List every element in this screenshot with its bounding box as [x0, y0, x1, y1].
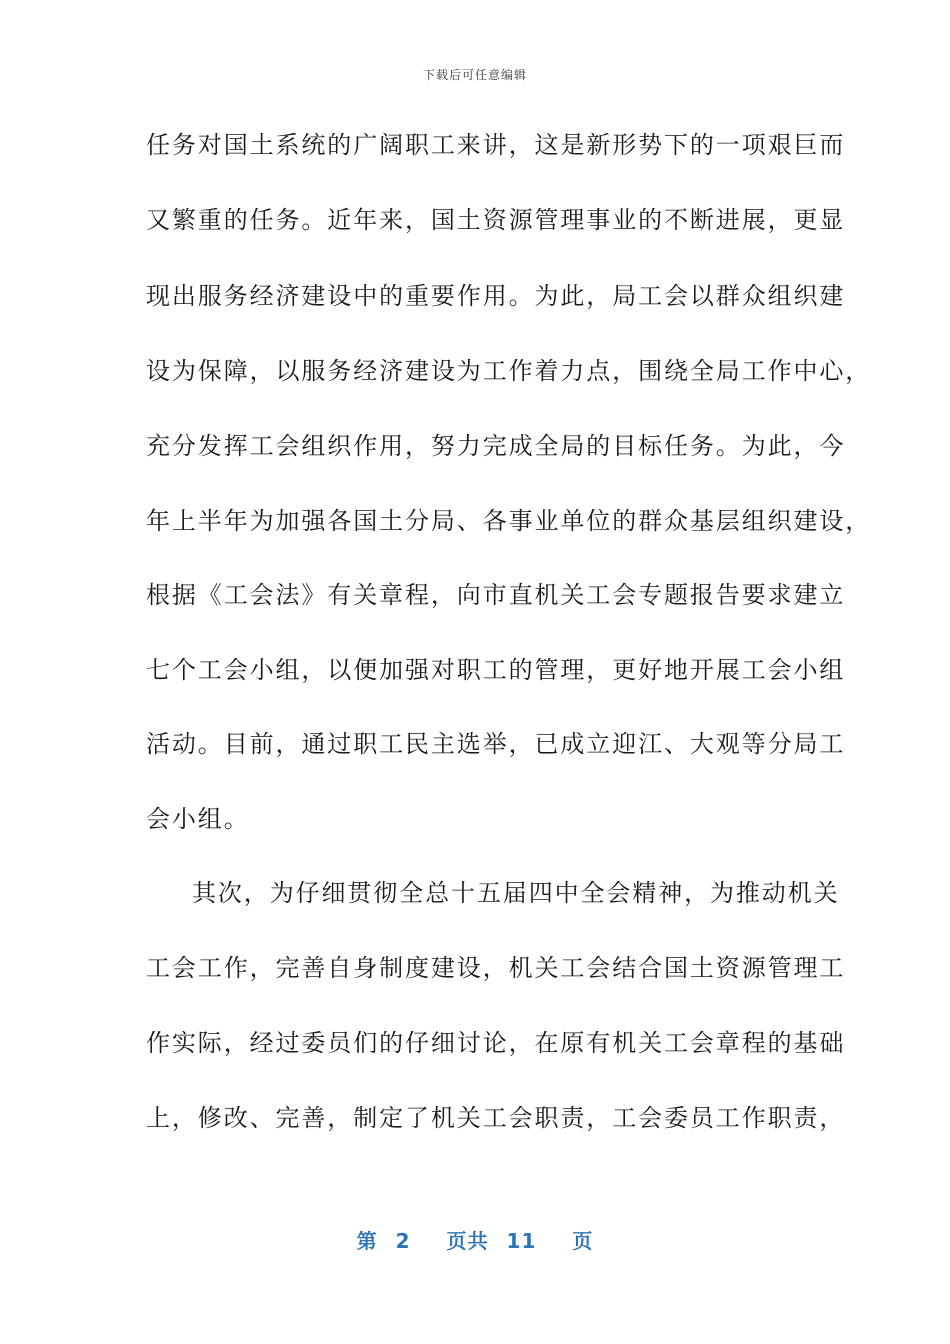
- body-line: 设为保障，以服务经济建设为工作着力点，围绕全局工作中心，: [146, 357, 872, 385]
- body-line: 作实际，经过委员们的仔细讨论，在原有机关工会章程的基础: [146, 1029, 846, 1057]
- body-line-paragraph-start: 其次，为仔细贯彻全总十五届四中全会精神，为推动机关: [192, 879, 840, 907]
- page-header-note: 下载后可任意编辑: [422, 68, 527, 82]
- body-line: 根据《工会法》有关章程，向市直机关工会专题报告要求建立: [146, 581, 846, 609]
- body-line: 充分发挥工会组织作用，努力完成全局的目标任务。为此，今: [146, 432, 846, 460]
- footer-suffix: 页: [572, 1229, 594, 1253]
- body-line: 又繁重的任务。近年来，国土资源管理事业的不断进展，更显: [146, 206, 846, 234]
- footer-middle: 页共: [446, 1229, 489, 1253]
- body-line: 工会工作，完善自身制度建设，机关工会结合国土资源管理工: [146, 954, 846, 982]
- body-line: 年上半年为加强各国土分局、各事业单位的群众基层组织建设，: [146, 507, 872, 535]
- body-line: 任务对国土系统的广阔职工来讲，这是新形势下的一项艰巨而: [146, 131, 846, 159]
- body-line: 七个工会小组，以便加强对职工的管理，更好地开展工会小组: [146, 656, 846, 684]
- body-line: 上，修改、完善，制定了机关工会职责，工会委员工作职责，: [146, 1104, 846, 1132]
- footer-prefix: 第: [356, 1229, 378, 1253]
- body-line: 现出服务经济建设中的重要作用。为此，局工会以群众组织建: [146, 282, 846, 310]
- body-line: 会小组。: [146, 805, 250, 833]
- current-page-number: 2: [395, 1229, 411, 1253]
- total-pages-number: 11: [506, 1229, 537, 1253]
- page-number-footer: [0, 1225, 950, 1254]
- body-line: 活动。目前，通过职工民主选举，已成立迎江、大观等分局工: [146, 730, 846, 758]
